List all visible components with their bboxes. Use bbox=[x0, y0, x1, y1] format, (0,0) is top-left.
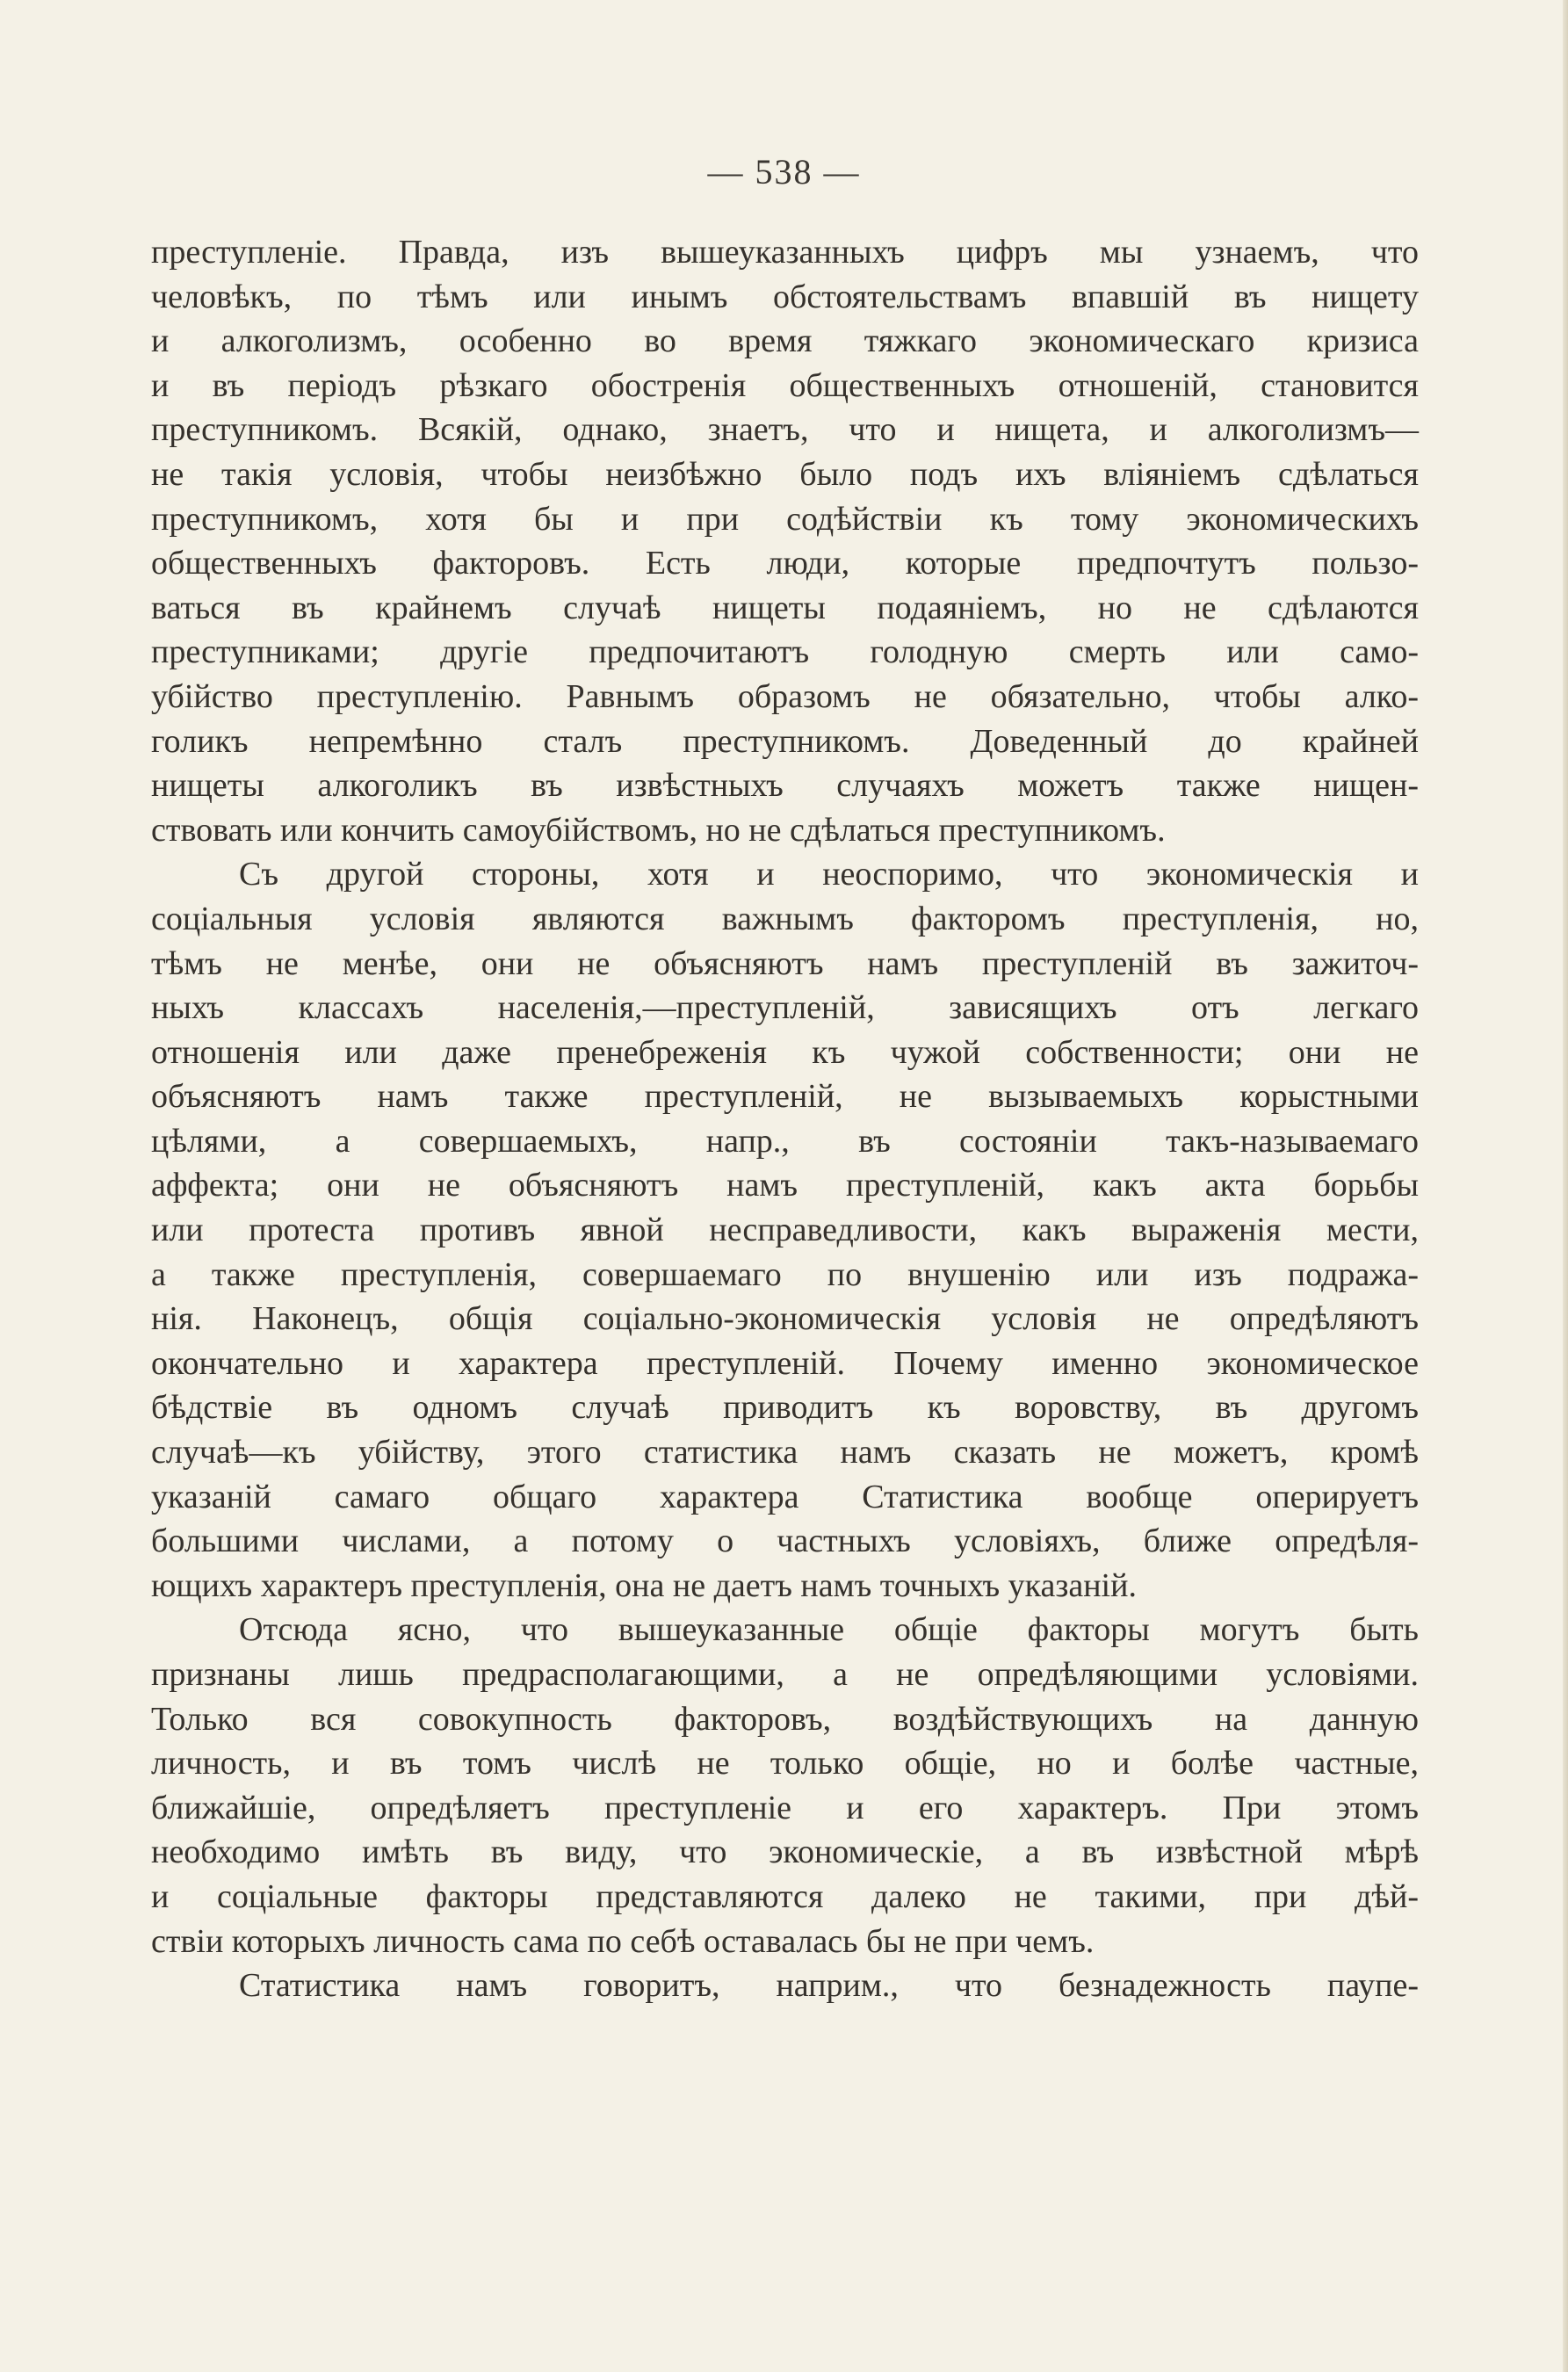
text-line: соціальныя условія являются важнымъ факторомъ преступленія, но, bbox=[151, 900, 1419, 937]
text-line: преступниками; другіе предпочитаютъ голодную смерть или само- bbox=[151, 633, 1419, 671]
page-number: — 538 — bbox=[707, 152, 861, 192]
text-line: и въ періодъ рѣзкаго обостренія общественныхъ отношеній, становится bbox=[151, 366, 1419, 404]
text-line: Статистика намъ говоритъ, наприм., что безнадежность паупе- bbox=[239, 1967, 1419, 2005]
text-line: Съ другой стороны, хотя и неоспоримо, что экономическія и bbox=[239, 856, 1419, 893]
text-line: тѣмъ не менѣе, они не объясняютъ намъ преступленій въ зажиточ- bbox=[151, 944, 1419, 982]
text-line: не такія условія, чтобы неизбѣжно было подъ ихъ вліяніемъ сдѣлаться bbox=[151, 455, 1419, 493]
text-line: а также преступленія, совершаемаго по внушенію или изъ подража- bbox=[151, 1255, 1419, 1293]
text-line: признаны лишь предрасполагающими, а не опредѣляющими условіями. bbox=[151, 1656, 1419, 1693]
text-line: ющихъ характеръ преступленія, она не даетъ намъ точныхъ указаній. bbox=[151, 1566, 1137, 1604]
text-line: случаѣ—къ убійству, этого статистика намъ сказать не можетъ, кромѣ bbox=[151, 1434, 1419, 1472]
text-line: большими числами, а потому о частныхъ условіяхъ, ближе опредѣля- bbox=[151, 1522, 1419, 1560]
text-line: ваться въ крайнемъ случаѣ нищеты подаяніемъ, но не сдѣлаются bbox=[151, 589, 1419, 626]
text-line: ближайшіе, опредѣляетъ преступленіе и его характеръ. При этомъ bbox=[151, 1789, 1419, 1826]
text-line: и соціальные факторы представляются далеко не такими, при дѣй- bbox=[151, 1877, 1419, 1915]
text-line: или протеста противъ явной несправедливости, какъ выраженія мести, bbox=[151, 1211, 1419, 1249]
text-line: бѣдствіе въ одномъ случаѣ приводитъ къ воровству, въ другомъ bbox=[151, 1389, 1419, 1427]
text-line: личность, и въ томъ числѣ не только общіе, но и болѣе частные, bbox=[151, 1745, 1419, 1783]
page-edge-shadow bbox=[1563, 0, 1568, 2372]
text-line: убійство преступленію. Равнымъ образомъ не обязательно, чтобы алко- bbox=[151, 677, 1419, 715]
text-line: нищеты алкоголикъ въ извѣстныхъ случаяхъ можетъ также нищен- bbox=[151, 767, 1419, 805]
text-line: окончательно и характера преступленій. Почему именно экономическое bbox=[151, 1344, 1419, 1382]
text-line: голикъ непремѣнно сталъ преступникомъ. Доведенный до крайней bbox=[151, 722, 1419, 760]
text-line: необходимо имѣть въ виду, что экономическіе, а въ извѣстной мѣрѣ bbox=[151, 1833, 1419, 1871]
text-line: указаній самаго общаго характера Статистика вообще оперируетъ bbox=[151, 1478, 1419, 1515]
body-text bbox=[151, 230, 1419, 2008]
text-line: объясняютъ намъ также преступленій, не вызываемыхъ корыстными bbox=[151, 1078, 1419, 1116]
text-line: преступникомъ. Всякій, однако, знаетъ, что и нищета, и алкоголизмъ— bbox=[151, 411, 1419, 449]
text-line: человѣкъ, по тѣмъ или инымъ обстоятельствамъ впавшій въ нищету bbox=[151, 278, 1419, 315]
text-line: Отсюда ясно, что вышеуказанные общіе факторы могутъ быть bbox=[239, 1611, 1419, 1649]
text-line: преступникомъ, хотя бы и при содѣйствіи къ тому экономическихъ bbox=[151, 500, 1419, 538]
text-line: нія. Наконецъ, общія соціально-экономическія условія не опредѣляютъ bbox=[151, 1300, 1419, 1338]
text-line: отношенія или даже пренебреженія къ чужой собственности; они не bbox=[151, 1033, 1419, 1071]
text-line: общественныхъ факторовъ. Есть люди, которые предпочтутъ пользо- bbox=[151, 545, 1419, 582]
text-line: ныхъ классахъ населенія,—преступленій, зависящихъ отъ легкаго bbox=[151, 989, 1419, 1027]
text-line: преступленіе. Правда, изъ вышеуказанныхъ цифръ мы узнаемъ, что bbox=[151, 234, 1419, 271]
text-line: ствовать или кончить самоубійствомъ, но не сдѣлаться преступникомъ. bbox=[151, 811, 1166, 849]
text-line: аффекта; они не объясняютъ намъ преступленій, какъ акта борьбы bbox=[151, 1167, 1419, 1204]
text-line: ствіи которыхъ личность сама по себѣ оставалась бы не при чемъ. bbox=[151, 1922, 1095, 1960]
text-line: Только вся совокупность факторовъ, воздѣйствующихъ на данную bbox=[151, 1700, 1419, 1738]
text-line: и алкоголизмъ, особенно во время тяжкаго экономическаго кризиса bbox=[151, 322, 1419, 360]
text-line: цѣлями, а совершаемыхъ, напр., въ состояніи такъ-называемаго bbox=[151, 1122, 1419, 1160]
